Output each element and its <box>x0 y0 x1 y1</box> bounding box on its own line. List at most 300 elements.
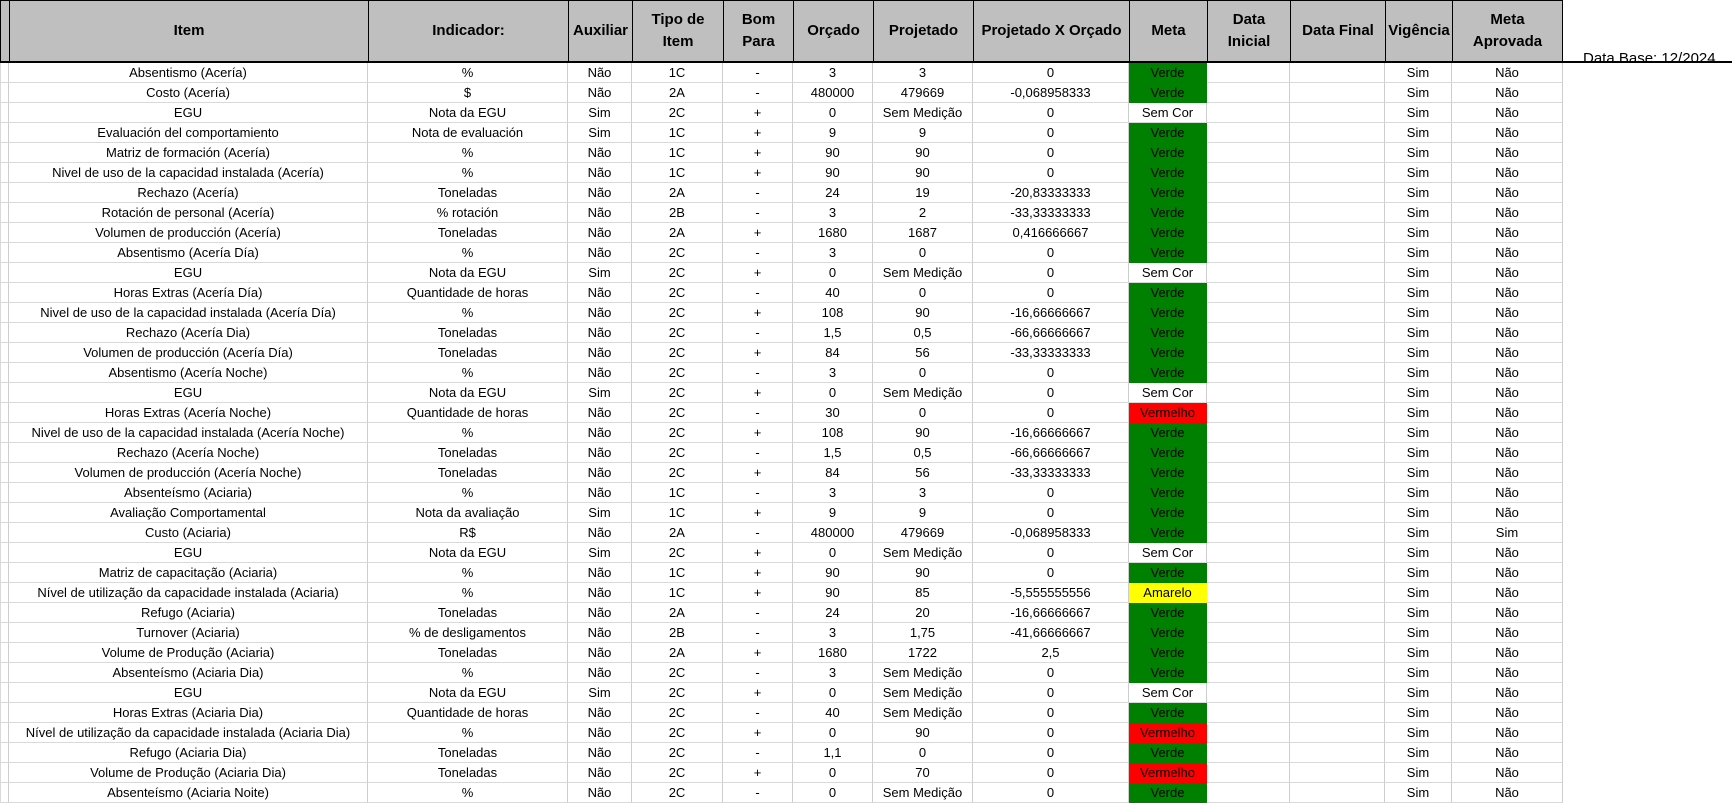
cell-tipo-de-item[interactable]: 2B <box>632 203 723 223</box>
cell-auxiliar[interactable]: Sim <box>568 543 632 563</box>
cell-meta-aprovada[interactable]: Não <box>1452 303 1563 323</box>
cell-orcado[interactable]: 30 <box>793 403 873 423</box>
cell-bom-para[interactable]: + <box>723 543 793 563</box>
cell-auxiliar[interactable]: Não <box>568 203 632 223</box>
cell-data-inicial[interactable] <box>1207 463 1290 483</box>
cell-auxiliar[interactable]: Sim <box>568 123 632 143</box>
cell-indicador[interactable]: % rotación <box>368 203 568 223</box>
cell-item[interactable]: EGU <box>9 383 368 403</box>
cell-projetado-x-orcado[interactable]: -16,66666667 <box>973 303 1129 323</box>
cell-meta[interactable]: Sem Cor <box>1129 263 1207 283</box>
cell-indicador[interactable]: Nota da EGU <box>368 383 568 403</box>
cell-tipo-de-item[interactable]: 2C <box>632 543 723 563</box>
cell-projetado[interactable]: 56 <box>873 343 973 363</box>
cell-indicador[interactable]: % <box>368 63 568 83</box>
cell-projetado[interactable]: 3 <box>873 483 973 503</box>
cell-data-final[interactable] <box>1290 783 1385 803</box>
cell-meta-aprovada[interactable]: Sim <box>1452 523 1563 543</box>
cell-data-final[interactable] <box>1290 483 1385 503</box>
cell-empty[interactable] <box>0 203 9 223</box>
cell-meta[interactable]: Vermelho <box>1129 403 1207 423</box>
cell-empty[interactable] <box>0 363 9 383</box>
cell-bom-para[interactable]: + <box>723 723 793 743</box>
cell-indicador[interactable]: % <box>368 303 568 323</box>
cell-projetado-x-orcado[interactable]: 0 <box>973 503 1129 523</box>
cell-vigencia[interactable]: Sim <box>1385 683 1452 703</box>
cell-projetado-x-orcado[interactable]: -41,66666667 <box>973 623 1129 643</box>
cell-projetado[interactable]: 90 <box>873 143 973 163</box>
cell-bom-para[interactable]: - <box>723 63 793 83</box>
cell-data-inicial[interactable] <box>1207 743 1290 763</box>
header-cell-orcado[interactable]: Orçado <box>793 0 873 61</box>
cell-projetado[interactable]: Sem Medição <box>873 103 973 123</box>
cell-auxiliar[interactable]: Não <box>568 483 632 503</box>
cell-indicador[interactable]: Toneladas <box>368 223 568 243</box>
cell-bom-para[interactable]: - <box>723 323 793 343</box>
cell-orcado[interactable]: 0 <box>793 763 873 783</box>
cell-item[interactable]: Volume de Produção (Aciaria Dia) <box>9 763 368 783</box>
cell-orcado[interactable]: 9 <box>793 503 873 523</box>
cell-vigencia[interactable]: Sim <box>1385 503 1452 523</box>
cell-bom-para[interactable]: - <box>723 483 793 503</box>
cell-data-final[interactable] <box>1290 83 1385 103</box>
cell-data-inicial[interactable] <box>1207 363 1290 383</box>
cell-vigencia[interactable]: Sim <box>1385 663 1452 683</box>
cell-item[interactable]: Volume de Produção (Aciaria) <box>9 643 368 663</box>
cell-projetado[interactable]: 85 <box>873 583 973 603</box>
cell-item[interactable]: Horas Extras (Acería Noche) <box>9 403 368 423</box>
cell-item[interactable]: Absenteísmo (Aciaria) <box>9 483 368 503</box>
cell-projetado-x-orcado[interactable]: 0 <box>973 563 1129 583</box>
cell-empty[interactable] <box>0 643 9 663</box>
cell-data-final[interactable] <box>1290 763 1385 783</box>
cell-tipo-de-item[interactable]: 2C <box>632 463 723 483</box>
cell-indicador[interactable]: Quantidade de horas <box>368 403 568 423</box>
cell-meta-aprovada[interactable]: Não <box>1452 723 1563 743</box>
cell-vigencia[interactable]: Sim <box>1385 363 1452 383</box>
cell-data-inicial[interactable] <box>1207 423 1290 443</box>
cell-projetado-x-orcado[interactable]: -66,66666667 <box>973 323 1129 343</box>
cell-indicador[interactable]: % <box>368 563 568 583</box>
cell-orcado[interactable]: 90 <box>793 583 873 603</box>
cell-meta-aprovada[interactable]: Não <box>1452 683 1563 703</box>
cell-projetado-x-orcado[interactable]: 0 <box>973 723 1129 743</box>
cell-bom-para[interactable]: - <box>723 403 793 423</box>
cell-projetado[interactable]: 3 <box>873 63 973 83</box>
cell-projetado[interactable]: Sem Medição <box>873 783 973 803</box>
cell-tipo-de-item[interactable]: 2C <box>632 263 723 283</box>
cell-empty[interactable] <box>0 403 9 423</box>
cell-bom-para[interactable]: - <box>723 203 793 223</box>
cell-orcado[interactable]: 0 <box>793 683 873 703</box>
cell-empty[interactable] <box>0 83 9 103</box>
cell-item[interactable]: Absentismo (Acería Día) <box>9 243 368 263</box>
cell-item[interactable]: Rechazo (Acería Noche) <box>9 443 368 463</box>
cell-data-inicial[interactable] <box>1207 563 1290 583</box>
cell-indicador[interactable]: % de desligamentos <box>368 623 568 643</box>
cell-empty[interactable] <box>0 223 9 243</box>
cell-bom-para[interactable]: + <box>723 683 793 703</box>
cell-orcado[interactable]: 0 <box>793 263 873 283</box>
header-cell-auxiliar[interactable]: Auxiliar <box>568 0 632 61</box>
cell-meta-aprovada[interactable]: Não <box>1452 223 1563 243</box>
cell-auxiliar[interactable]: Sim <box>568 683 632 703</box>
cell-data-final[interactable] <box>1290 103 1385 123</box>
cell-projetado-x-orcado[interactable]: 0 <box>973 743 1129 763</box>
cell-projetado[interactable]: 9 <box>873 503 973 523</box>
cell-projetado[interactable]: 9 <box>873 123 973 143</box>
cell-auxiliar[interactable]: Não <box>568 443 632 463</box>
cell-bom-para[interactable]: - <box>723 183 793 203</box>
cell-vigencia[interactable]: Sim <box>1385 63 1452 83</box>
cell-projetado[interactable]: 90 <box>873 563 973 583</box>
cell-meta-aprovada[interactable]: Não <box>1452 143 1563 163</box>
cell-meta-aprovada[interactable]: Não <box>1452 403 1563 423</box>
cell-data-inicial[interactable] <box>1207 403 1290 423</box>
cell-meta-aprovada[interactable]: Não <box>1452 583 1563 603</box>
cell-tipo-de-item[interactable]: 2C <box>632 763 723 783</box>
cell-meta[interactable]: Verde <box>1129 503 1207 523</box>
cell-data-final[interactable] <box>1290 523 1385 543</box>
cell-empty[interactable] <box>0 423 9 443</box>
cell-data-inicial[interactable] <box>1207 503 1290 523</box>
cell-empty[interactable] <box>0 783 9 803</box>
cell-indicador[interactable]: % <box>368 783 568 803</box>
cell-data-inicial[interactable] <box>1207 103 1290 123</box>
cell-tipo-de-item[interactable]: 1C <box>632 483 723 503</box>
cell-vigencia[interactable]: Sim <box>1385 523 1452 543</box>
cell-data-inicial[interactable] <box>1207 163 1290 183</box>
cell-meta-aprovada[interactable]: Não <box>1452 503 1563 523</box>
cell-indicador[interactable]: Toneladas <box>368 463 568 483</box>
header-cell-projetado[interactable]: Projetado <box>873 0 973 61</box>
cell-empty[interactable] <box>0 603 9 623</box>
cell-bom-para[interactable]: + <box>723 763 793 783</box>
cell-indicador[interactable]: Quantidade de horas <box>368 283 568 303</box>
cell-vigencia[interactable]: Sim <box>1385 383 1452 403</box>
header-cell-vigencia[interactable]: Vigência <box>1385 0 1452 61</box>
header-cell-tipo-de-item[interactable]: Tipo de Item <box>632 0 723 61</box>
cell-orcado[interactable]: 9 <box>793 123 873 143</box>
cell-item[interactable]: Horas Extras (Acería Día) <box>9 283 368 303</box>
cell-meta[interactable]: Verde <box>1129 143 1207 163</box>
cell-vigencia[interactable]: Sim <box>1385 143 1452 163</box>
cell-item[interactable]: Rechazo (Acería Dia) <box>9 323 368 343</box>
cell-projetado-x-orcado[interactable]: 0 <box>973 63 1129 83</box>
cell-empty[interactable] <box>0 63 9 83</box>
cell-bom-para[interactable]: - <box>723 83 793 103</box>
cell-projetado-x-orcado[interactable]: -33,33333333 <box>973 463 1129 483</box>
cell-orcado[interactable]: 3 <box>793 203 873 223</box>
cell-indicador[interactable]: Nota da EGU <box>368 263 568 283</box>
cell-vigencia[interactable]: Sim <box>1385 83 1452 103</box>
cell-data-inicial[interactable] <box>1207 203 1290 223</box>
cell-tipo-de-item[interactable]: 1C <box>632 63 723 83</box>
cell-item[interactable]: EGU <box>9 683 368 703</box>
cell-empty[interactable] <box>0 103 9 123</box>
cell-item[interactable]: Absenteísmo (Aciaria Noite) <box>9 783 368 803</box>
cell-meta[interactable]: Verde <box>1129 703 1207 723</box>
cell-data-final[interactable] <box>1290 563 1385 583</box>
cell-auxiliar[interactable]: Não <box>568 663 632 683</box>
cell-data-inicial[interactable] <box>1207 683 1290 703</box>
cell-bom-para[interactable]: - <box>723 783 793 803</box>
cell-tipo-de-item[interactable]: 2A <box>632 603 723 623</box>
cell-empty[interactable] <box>0 443 9 463</box>
cell-meta[interactable]: Amarelo <box>1129 583 1207 603</box>
cell-projetado[interactable]: 90 <box>873 423 973 443</box>
cell-data-inicial[interactable] <box>1207 443 1290 463</box>
cell-bom-para[interactable]: + <box>723 423 793 443</box>
cell-data-final[interactable] <box>1290 343 1385 363</box>
cell-bom-para[interactable]: + <box>723 503 793 523</box>
cell-auxiliar[interactable]: Não <box>568 143 632 163</box>
cell-vigencia[interactable]: Sim <box>1385 563 1452 583</box>
cell-meta[interactable]: Verde <box>1129 783 1207 803</box>
cell-data-inicial[interactable] <box>1207 783 1290 803</box>
cell-projetado-x-orcado[interactable]: -33,33333333 <box>973 343 1129 363</box>
cell-empty[interactable] <box>0 703 9 723</box>
cell-projetado-x-orcado[interactable]: -0,068958333 <box>973 523 1129 543</box>
cell-item[interactable]: Nível de utilização da capacidade instalada (Aciaria Dia) <box>9 723 368 743</box>
cell-vigencia[interactable]: Sim <box>1385 743 1452 763</box>
cell-meta-aprovada[interactable]: Não <box>1452 443 1563 463</box>
cell-projetado[interactable]: Sem Medição <box>873 683 973 703</box>
cell-item[interactable]: Turnover (Aciaria) <box>9 623 368 643</box>
cell-auxiliar[interactable]: Não <box>568 603 632 623</box>
cell-indicador[interactable]: Nota da EGU <box>368 103 568 123</box>
cell-vigencia[interactable]: Sim <box>1385 483 1452 503</box>
cell-data-final[interactable] <box>1290 283 1385 303</box>
cell-meta[interactable]: Verde <box>1129 203 1207 223</box>
cell-meta[interactable]: Vermelho <box>1129 763 1207 783</box>
cell-tipo-de-item[interactable]: 1C <box>632 503 723 523</box>
cell-vigencia[interactable]: Sim <box>1385 703 1452 723</box>
cell-projetado-x-orcado[interactable]: -0,068958333 <box>973 83 1129 103</box>
cell-item[interactable]: Evaluación del comportamiento <box>9 123 368 143</box>
cell-projetado[interactable]: 2 <box>873 203 973 223</box>
cell-item[interactable]: Rechazo (Acería) <box>9 183 368 203</box>
cell-data-final[interactable] <box>1290 623 1385 643</box>
cell-empty[interactable] <box>0 243 9 263</box>
cell-meta-aprovada[interactable]: Não <box>1452 543 1563 563</box>
cell-indicador[interactable]: Toneladas <box>368 343 568 363</box>
cell-meta-aprovada[interactable]: Não <box>1452 343 1563 363</box>
cell-auxiliar[interactable]: Não <box>568 463 632 483</box>
cell-projetado[interactable]: 1722 <box>873 643 973 663</box>
cell-meta[interactable]: Sem Cor <box>1129 383 1207 403</box>
cell-orcado[interactable]: 1,1 <box>793 743 873 763</box>
cell-indicador[interactable]: Nota da avaliação <box>368 503 568 523</box>
cell-indicador[interactable]: % <box>368 723 568 743</box>
cell-tipo-de-item[interactable]: 2C <box>632 323 723 343</box>
cell-empty[interactable] <box>0 163 9 183</box>
cell-orcado[interactable]: 84 <box>793 343 873 363</box>
cell-indicador[interactable]: % <box>368 583 568 603</box>
cell-item[interactable]: Refugo (Aciaria) <box>9 603 368 623</box>
cell-meta[interactable]: Verde <box>1129 423 1207 443</box>
cell-data-inicial[interactable] <box>1207 763 1290 783</box>
cell-item[interactable]: EGU <box>9 543 368 563</box>
cell-auxiliar[interactable]: Não <box>568 303 632 323</box>
cell-empty[interactable] <box>0 343 9 363</box>
cell-tipo-de-item[interactable]: 1C <box>632 563 723 583</box>
cell-data-final[interactable] <box>1290 663 1385 683</box>
cell-vigencia[interactable]: Sim <box>1385 323 1452 343</box>
cell-meta[interactable]: Verde <box>1129 523 1207 543</box>
cell-meta[interactable]: Verde <box>1129 163 1207 183</box>
cell-data-final[interactable] <box>1290 223 1385 243</box>
cell-item[interactable]: Absenteísmo (Aciaria Dia) <box>9 663 368 683</box>
cell-bom-para[interactable]: + <box>723 123 793 143</box>
cell-tipo-de-item[interactable]: 2C <box>632 723 723 743</box>
cell-meta[interactable]: Verde <box>1129 183 1207 203</box>
cell-empty[interactable] <box>0 503 9 523</box>
cell-empty[interactable] <box>0 763 9 783</box>
cell-item[interactable]: EGU <box>9 103 368 123</box>
cell-data-final[interactable] <box>1290 443 1385 463</box>
cell-auxiliar[interactable]: Não <box>568 763 632 783</box>
cell-data-inicial[interactable] <box>1207 663 1290 683</box>
cell-tipo-de-item[interactable]: 2A <box>632 523 723 543</box>
cell-projetado[interactable]: Sem Medição <box>873 383 973 403</box>
cell-tipo-de-item[interactable]: 2C <box>632 743 723 763</box>
cell-indicador[interactable]: R$ <box>368 523 568 543</box>
cell-meta-aprovada[interactable]: Não <box>1452 423 1563 443</box>
cell-item[interactable]: Volumen de producción (Acería) <box>9 223 368 243</box>
cell-tipo-de-item[interactable]: 2C <box>632 383 723 403</box>
cell-data-final[interactable] <box>1290 183 1385 203</box>
header-cell-bom-para[interactable]: Bom Para <box>723 0 793 61</box>
cell-item[interactable]: Custo (Aciaria) <box>9 523 368 543</box>
cell-bom-para[interactable]: - <box>723 443 793 463</box>
cell-empty[interactable] <box>0 523 9 543</box>
cell-indicador[interactable]: Toneladas <box>368 603 568 623</box>
cell-vigencia[interactable]: Sim <box>1385 183 1452 203</box>
cell-projetado-x-orcado[interactable]: 0 <box>973 763 1129 783</box>
cell-auxiliar[interactable]: Não <box>568 323 632 343</box>
cell-meta[interactable]: Verde <box>1129 323 1207 343</box>
cell-vigencia[interactable]: Sim <box>1385 443 1452 463</box>
cell-projetado-x-orcado[interactable]: 0 <box>973 103 1129 123</box>
cell-auxiliar[interactable]: Não <box>568 363 632 383</box>
cell-item[interactable]: Absentismo (Acería Noche) <box>9 363 368 383</box>
cell-bom-para[interactable]: - <box>723 623 793 643</box>
cell-data-final[interactable] <box>1290 643 1385 663</box>
cell-data-inicial[interactable] <box>1207 283 1290 303</box>
cell-meta-aprovada[interactable]: Não <box>1452 323 1563 343</box>
cell-item[interactable]: Nível de utilização da capacidade instalada (Aciaria) <box>9 583 368 603</box>
cell-orcado[interactable]: 0 <box>793 783 873 803</box>
cell-auxiliar[interactable]: Não <box>568 703 632 723</box>
cell-projetado-x-orcado[interactable]: -33,33333333 <box>973 203 1129 223</box>
cell-projetado[interactable]: 90 <box>873 723 973 743</box>
cell-indicador[interactable]: Toneladas <box>368 323 568 343</box>
cell-data-inicial[interactable] <box>1207 303 1290 323</box>
cell-bom-para[interactable]: + <box>723 163 793 183</box>
cell-orcado[interactable]: 1,5 <box>793 443 873 463</box>
cell-bom-para[interactable]: - <box>723 743 793 763</box>
cell-projetado-x-orcado[interactable]: 0 <box>973 163 1129 183</box>
cell-projetado[interactable]: 1,75 <box>873 623 973 643</box>
cell-empty[interactable] <box>0 583 9 603</box>
cell-tipo-de-item[interactable]: 2C <box>632 683 723 703</box>
cell-vigencia[interactable]: Sim <box>1385 783 1452 803</box>
cell-orcado[interactable]: 3 <box>793 663 873 683</box>
cell-indicador[interactable]: % <box>368 363 568 383</box>
cell-orcado[interactable]: 3 <box>793 623 873 643</box>
cell-auxiliar[interactable]: Não <box>568 63 632 83</box>
cell-meta[interactable]: Verde <box>1129 483 1207 503</box>
cell-data-final[interactable] <box>1290 463 1385 483</box>
cell-orcado[interactable]: 1,5 <box>793 323 873 343</box>
cell-orcado[interactable]: 24 <box>793 603 873 623</box>
cell-bom-para[interactable]: - <box>723 243 793 263</box>
cell-meta-aprovada[interactable]: Não <box>1452 63 1563 83</box>
cell-bom-para[interactable]: + <box>723 343 793 363</box>
cell-empty[interactable] <box>0 123 9 143</box>
cell-vigencia[interactable]: Sim <box>1385 543 1452 563</box>
cell-projetado-x-orcado[interactable]: -16,66666667 <box>973 603 1129 623</box>
cell-indicador[interactable]: Toneladas <box>368 763 568 783</box>
cell-empty[interactable] <box>0 623 9 643</box>
cell-orcado[interactable]: 3 <box>793 63 873 83</box>
cell-projetado-x-orcado[interactable]: 0,416666667 <box>973 223 1129 243</box>
cell-data-final[interactable] <box>1290 423 1385 443</box>
cell-data-inicial[interactable] <box>1207 483 1290 503</box>
cell-auxiliar[interactable]: Não <box>568 403 632 423</box>
cell-data-inicial[interactable] <box>1207 523 1290 543</box>
cell-bom-para[interactable]: + <box>723 463 793 483</box>
cell-meta[interactable]: Verde <box>1129 83 1207 103</box>
cell-bom-para[interactable]: - <box>723 363 793 383</box>
cell-data-final[interactable] <box>1290 203 1385 223</box>
cell-meta-aprovada[interactable]: Não <box>1452 103 1563 123</box>
cell-projetado[interactable]: 0 <box>873 363 973 383</box>
cell-meta-aprovada[interactable]: Não <box>1452 483 1563 503</box>
cell-auxiliar[interactable]: Não <box>568 643 632 663</box>
cell-projetado-x-orcado[interactable]: 0 <box>973 663 1129 683</box>
cell-vigencia[interactable]: Sim <box>1385 243 1452 263</box>
cell-data-final[interactable] <box>1290 723 1385 743</box>
cell-empty[interactable] <box>0 143 9 163</box>
cell-orcado[interactable]: 108 <box>793 423 873 443</box>
cell-projetado[interactable]: 0 <box>873 283 973 303</box>
cell-indicador[interactable]: Toneladas <box>368 183 568 203</box>
cell-projetado[interactable]: 70 <box>873 763 973 783</box>
cell-meta[interactable]: Verde <box>1129 643 1207 663</box>
cell-item[interactable]: Rotación de personal (Acería) <box>9 203 368 223</box>
cell-auxiliar[interactable]: Não <box>568 163 632 183</box>
cell-meta[interactable]: Verde <box>1129 623 1207 643</box>
cell-empty[interactable] <box>0 263 9 283</box>
cell-projetado[interactable]: 20 <box>873 603 973 623</box>
cell-data-inicial[interactable] <box>1207 643 1290 663</box>
cell-vigencia[interactable]: Sim <box>1385 103 1452 123</box>
cell-meta-aprovada[interactable]: Não <box>1452 643 1563 663</box>
cell-tipo-de-item[interactable]: 2C <box>632 363 723 383</box>
cell-data-final[interactable] <box>1290 63 1385 83</box>
cell-projetado[interactable]: 0 <box>873 403 973 423</box>
cell-vigencia[interactable]: Sim <box>1385 763 1452 783</box>
cell-meta[interactable]: Verde <box>1129 363 1207 383</box>
header-cell-projetado-x-orcado[interactable]: Projetado X Orçado <box>973 0 1129 61</box>
cell-empty[interactable] <box>0 383 9 403</box>
cell-meta[interactable]: Sem Cor <box>1129 683 1207 703</box>
cell-data-final[interactable] <box>1290 543 1385 563</box>
cell-data-final[interactable] <box>1290 503 1385 523</box>
cell-item[interactable]: Volumen de producción (Acería Noche) <box>9 463 368 483</box>
